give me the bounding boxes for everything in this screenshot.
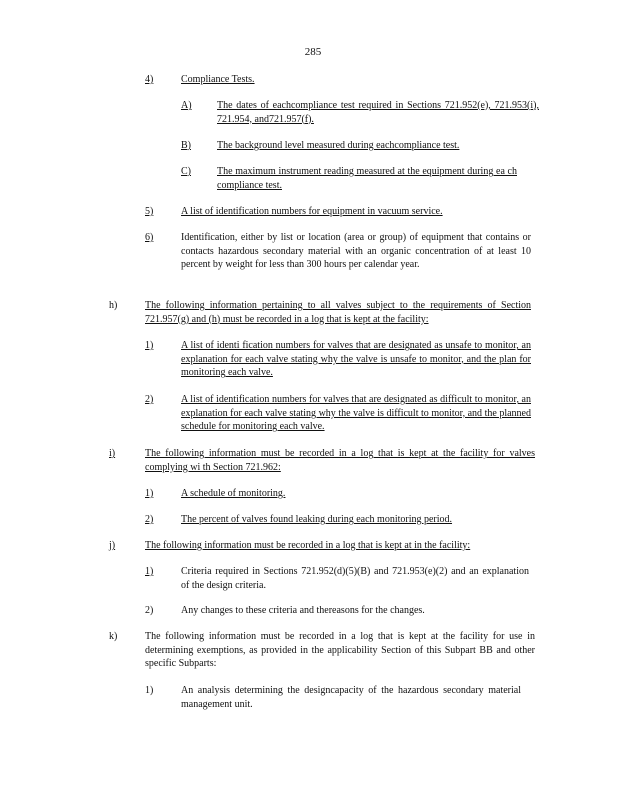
item-text: A list of identi fication numbers for valves that are designated as unsafe to monitor, an explanation for each valve stating why the valve is unsafe to monitor, and the plan for monitoring each valve. (181, 340, 531, 379)
item-label: k) (109, 631, 118, 642)
item-text: Criteria required in Sections 721.952(d)(5)(B) and 721.953(e)(2) and an explanation of the design criteria. (181, 566, 529, 591)
item-label: 1) (145, 685, 154, 696)
item-label: 2) (145, 394, 154, 405)
item-text: The following information must be recorded in a log that is kept at the facility for use in determining exemptions, as provided in the applicability Section of this Subpart BB and other specific Subparts: (145, 631, 535, 670)
page-number: 285 (304, 46, 322, 58)
item-label: 6) (145, 232, 154, 243)
item-text: Any changes to these criteria and thereasons for the changes. (181, 605, 425, 616)
item-text: The maximum instrument reading measured at the equipment during ea ch compliance test. (217, 166, 517, 191)
item-label: 2) (145, 605, 154, 616)
item-label: 4) (145, 74, 154, 85)
item-label: j) (109, 540, 116, 551)
item-label: A) (181, 100, 192, 111)
item-text: The following information must be recorded in a log that is kept at in the facility: (145, 540, 471, 551)
item-text: The percent of valves found leaking during each monitoring period. (181, 514, 453, 525)
item-label: 1) (145, 566, 154, 577)
item-label: 1) (145, 340, 154, 351)
item-text: The dates of eachcompliance test required in Sections 721.952(e), 721.953(i), 721.954, and721.957(f). (217, 100, 539, 125)
item-text: The following information must be recorded in a log that is kept at the facility for valves complying wi th Section 721.962: (145, 448, 535, 473)
item-text: An analysis determining the designcapacity of the hazardous secondary material management unit. (181, 685, 521, 710)
item-text: A list of identification numbers for valves that are designated as difficult to monitor, an explanation for each valve stating why the valve is difficult to monitor, and the planned schedule for monitoring each valve. (181, 394, 531, 433)
item-text: A list of identification numbers for equipment in vacuum service. (181, 206, 443, 217)
item-text: A schedule of monitoring. (181, 488, 286, 499)
item-label: 2) (145, 514, 154, 525)
item-label: 1) (145, 488, 154, 499)
item-text: Compliance Tests. (181, 74, 255, 85)
item-label: B) (181, 140, 191, 151)
item-label: h) (109, 300, 118, 311)
item-text: Identification, either by list or location (area or group) of equipment that contains or contacts hazardous secondary material with an organic concentration of at least 10 percent by weight for less than 300 hours per calendar year. (181, 232, 531, 271)
item-label: C) (181, 166, 191, 177)
item-text: The following information pertaining to all valves subject to the requirements of Section 721.957(g) and (h) must be recorded in a log that is kept at the facility: (145, 300, 531, 325)
item-text: The background level measured during eachcompliance test. (217, 140, 460, 151)
item-label: i) (109, 448, 116, 459)
item-label: 5) (145, 206, 154, 217)
